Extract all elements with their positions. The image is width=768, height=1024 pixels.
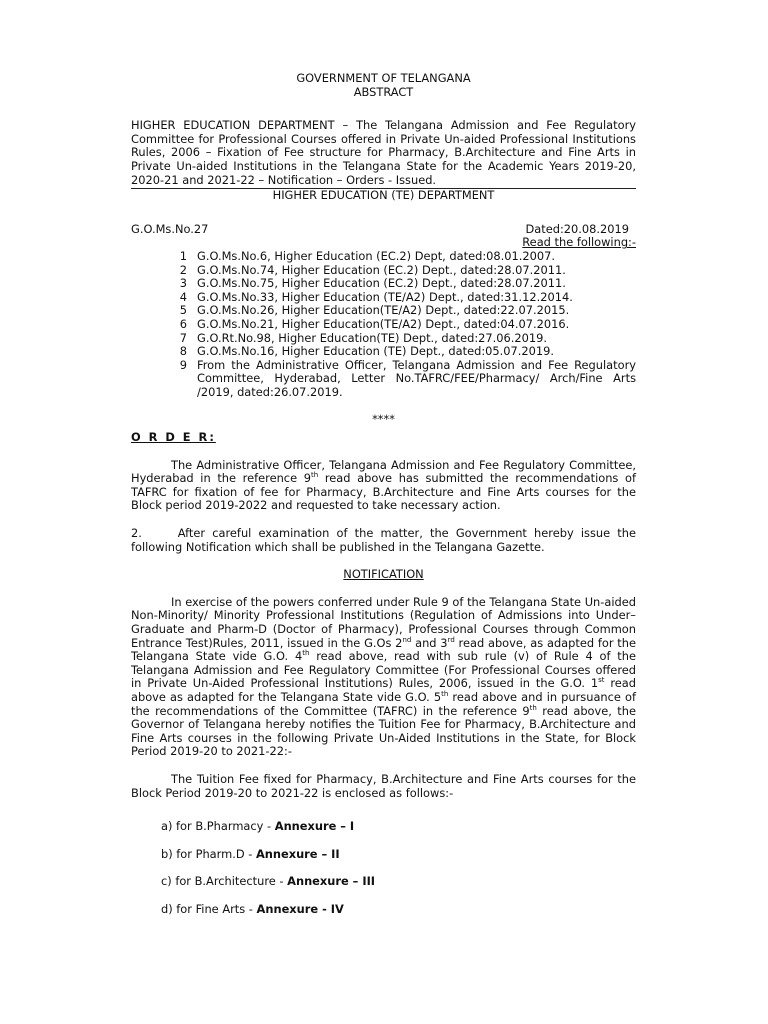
go-number: G.O.Ms.No.27 [131,221,209,236]
list-item: 4 G.O.Ms.No.33, Higher Education (TE/A2) Dept., dated:31.12.2014. [179,289,573,304]
annexure-item-d: d) for Fine Arts - Annexure - IV [161,901,344,916]
notification-paragraph: In exercise of the powers conferred under Rule 9 of the Telangana State Un-aided Non-Minority/ Minority Professional Institutions (Regulation of Admissions into Under–Graduate and Pharm-D (Doctor of Pharmacy), Professional Courses through Common Entrance Test)Rules, 2011, issued in the G.Os 2nd and 3rd read above, as adapted for the Telangana State vide G.O. 4th read above, read with sub rule (v) of Rule 4 of the Telangana Admission and Fee Regulatory Committee (For Professional Courses offered in Private Un-Aided Professional Institutions) Rules, 2006, issued in the G.O. 1st read above as adapted for the Telangana State vide G.O. 5th read above and in pursuance of the recommendations of the Committee (TAFRC) in the reference 9th read above, the Governor of Telangana hereby notifies the Tuition Fee for Pharmacy, B.Architecture and Fine Arts courses in the following Private Un-Aided Institutions in the State, for Block Period 2019-20 to 2021-22:- [131,594,637,759]
order-paragraph-1: The Administrative Officer, Telangana Admission and Fee Regulatory Committee, Hyderabad in the reference 9th read above has submitted the recommendations of TAFRC for fixation of fee for Pharmacy, B.Architecture and Fine Arts courses for the Block period 2019-2022 and requested to take necessary action. [131,457,636,513]
list-item: 5 G.O.Ms.No.26, Higher Education(TE/A2) Dept., dated:22.07.2015. [179,303,570,318]
annexure-item-b: b) for Pharm.D - Annexure – II [161,846,340,861]
abstract-heading: ABSTRACT [353,84,414,99]
go-row [131,223,636,237]
list-item: 7 G.O.Rt.No.98, Higher Education(TE) Dept., dated:27.06.2019. [179,330,548,345]
annexure-item-c: c) for B.Architecture - Annexure – III [161,874,376,889]
document-page [131,72,636,917]
order-paragraph-2: 2. After careful examination of the matter, the Government hereby issue the following Notification which shall be published in the Telangana Gazette. [131,526,636,554]
list-item: 6 G.O.Ms.No.21, Higher Education(TE/A2) Dept., dated:04.07.2016. [179,316,570,331]
gov-heading: GOVERNMENT OF TELANGANA [296,71,471,85]
reference-list [131,250,636,400]
abstract-text: HIGHER EDUCATION DEPARTMENT – The Telangana Admission and Fee Regulatory Committee for Professional Courses offered in Private Un-aided Professional Institutions Rules, 2006 – Fixation of Fee structure for Pharmacy, B.Architecture and Fine Arts in Private Un-aided Institutions in the Telangana State for the Academic Years 2019-20, 2020-21 and 2021-22 – Notification – Orders - Issued. [131,119,636,189]
list-item: 1 G.O.Ms.No.6, Higher Education (EC.2) Dept, dated:08.01.2007. [179,248,556,263]
list-item: 2 G.O.Ms.No.74, Higher Education (EC.2) Dept., dated:28.07.2011. [179,262,566,277]
notification-heading-wrap [131,568,636,582]
order-heading: O R D E R: [131,430,216,445]
read-following: Read the following:- [522,235,636,250]
list-item: 9 From the Administrative Officer, Telangana Admission and Fee Regulatory Committee, Hyderabad, Letter No.TAFRC/FEE/Pharmacy/ Arch/Fine Arts /2019, dated:26.07.2019. [179,357,636,399]
dept-heading: HIGHER EDUCATION (TE) DEPARTMENT [272,188,495,203]
tuition-paragraph: The Tuition Fee fixed for Pharmacy, B.Architecture and Fine Arts courses for the Block Period 2019-20 to 2021-22 is enclosed as follows:- [131,771,636,800]
notification-heading: NOTIFICATION [343,567,424,582]
go-date: Dated:20.08.2019 [525,221,629,236]
annexure-item-a: a) for B.Pharmacy - Annexure – I [161,819,355,834]
list-item: 8 G.O.Ms.No.16, Higher Education (TE) Dept., dated:05.07.2019. [179,344,555,359]
list-item: 3 G.O.Ms.No.75, Higher Education (EC.2) Dept., dated:28.07.2011. [179,276,566,291]
separator-stars: **** [372,412,395,427]
read-following-wrap [131,236,636,250]
